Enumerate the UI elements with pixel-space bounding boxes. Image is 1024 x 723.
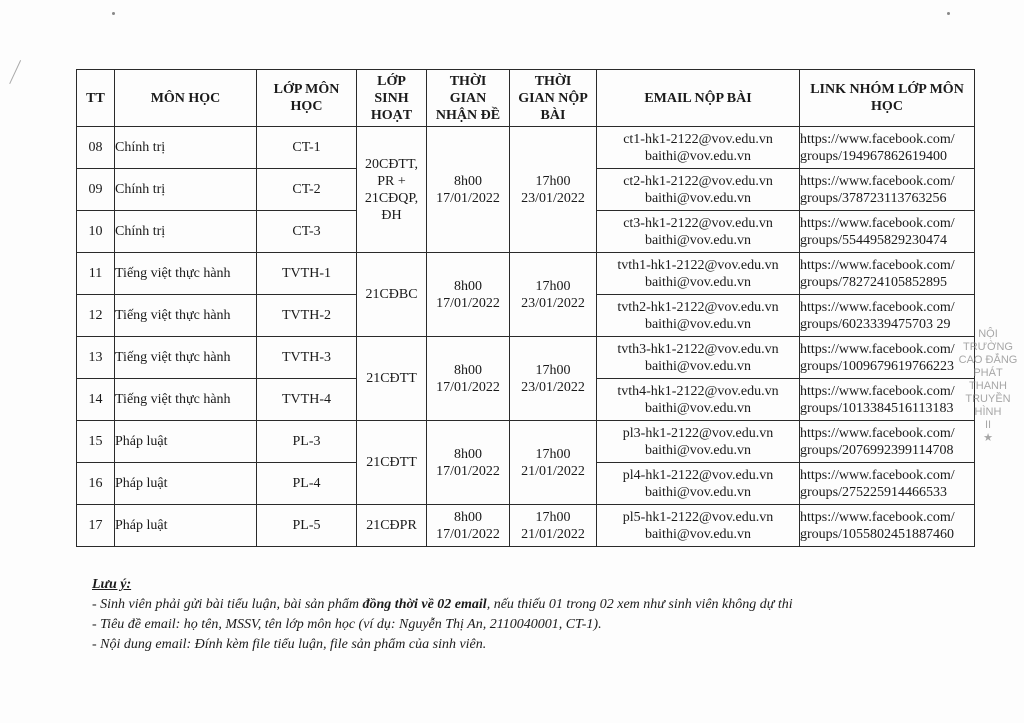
table-row <box>77 253 975 295</box>
header-text: BÀI <box>540 107 566 123</box>
cell-email <box>597 295 800 337</box>
cell-link <box>800 421 975 463</box>
cell-email <box>597 211 800 253</box>
cell-text: 17h00 <box>535 446 571 462</box>
stamp-text: TRUYỀN HÌNH <box>965 393 1011 418</box>
stamp-text: CAO ĐẲNG <box>958 354 1018 366</box>
cell-nop-bai <box>510 127 597 253</box>
cell-text: PR + <box>377 173 406 189</box>
note-emphasis: đồng thời về 02 email <box>362 597 487 612</box>
note-line-2: - Tiêu đề email: họ tên, MSSV, tên lớp môn học (ví dụ: Nguyễn Thị An, 2110040001, CT-1). <box>92 617 602 632</box>
cell-text: 17h00 <box>535 509 571 525</box>
header-tt: TT <box>77 70 115 127</box>
stamp-text: TRƯỜNG <box>963 341 1013 353</box>
cell-link <box>800 295 975 337</box>
cell-tt: 15 <box>77 421 115 463</box>
group-link[interactable]: groups/1009679619766223 <box>800 358 954 374</box>
cell-mon-hoc: Pháp luật <box>115 463 257 505</box>
group-link[interactable]: groups/6023339475703 29 <box>800 316 951 332</box>
cell-nhan-de <box>427 337 510 421</box>
email-link[interactable]: baithi@vov.edu.vn <box>644 484 752 500</box>
email-link[interactable]: baithi@vov.edu.vn <box>644 526 752 542</box>
header-row <box>77 70 975 127</box>
group-link[interactable]: https://www.facebook.com/ <box>800 467 955 483</box>
cell-mon-hoc: Tiếng việt thực hành <box>115 379 257 421</box>
group-link[interactable]: https://www.facebook.com/ <box>800 257 955 273</box>
email-link[interactable]: baithi@vov.edu.vn <box>644 148 752 164</box>
official-stamp <box>958 328 1018 444</box>
cell-text: 17/01/2022 <box>436 379 500 395</box>
table-row <box>77 337 975 379</box>
cell-text: 23/01/2022 <box>521 190 585 206</box>
cell-text: 8h00 <box>454 173 482 189</box>
email-link[interactable]: pl3-hk1-2122@vov.edu.vn <box>622 425 774 441</box>
group-link[interactable]: https://www.facebook.com/ <box>800 341 955 357</box>
group-link[interactable]: https://www.facebook.com/ <box>800 509 955 525</box>
cell-link <box>800 127 975 169</box>
note-line-1 <box>92 595 793 615</box>
cell-tt: 13 <box>77 337 115 379</box>
cell-nhan-de <box>427 421 510 505</box>
header-thoi-gian-nhan-de <box>427 70 510 127</box>
cell-nop-bai <box>510 337 597 421</box>
cell-tt: 10 <box>77 211 115 253</box>
cell-text: 17h00 <box>535 173 571 189</box>
table-row <box>77 127 975 169</box>
cell-email <box>597 337 800 379</box>
cell-tt: 17 <box>77 505 115 547</box>
header-lop-mon-hoc <box>257 70 357 127</box>
cell-lop-mon-hoc: CT-1 <box>257 127 357 169</box>
note-line-3: - Nội dung email: Đính kèm file tiểu luận, file sản phẩm của sinh viên. <box>92 637 487 652</box>
cell-text: 8h00 <box>454 362 482 378</box>
cell-lop-mon-hoc: TVTH-2 <box>257 295 357 337</box>
group-link[interactable]: https://www.facebook.com/ <box>800 215 955 231</box>
cell-link <box>800 463 975 505</box>
group-link[interactable]: groups/782724105852895 <box>800 274 947 290</box>
scan-dot <box>112 12 115 15</box>
cell-nop-bai <box>510 505 597 547</box>
header-lop-sinh-hoat <box>357 70 427 127</box>
cell-text: 8h00 <box>454 509 482 525</box>
header-text: LỚP MÔN <box>273 82 340 97</box>
cell-link <box>800 253 975 295</box>
header-link <box>800 70 975 127</box>
table-row <box>77 421 975 463</box>
group-link[interactable]: https://www.facebook.com/ <box>800 425 955 441</box>
stamp-text: NỘI <box>978 328 998 340</box>
cell-text: 20CĐTT, <box>364 156 418 172</box>
header-thoi-gian-nop-bai <box>510 70 597 127</box>
cell-tt: 16 <box>77 463 115 505</box>
cell-nhan-de <box>427 505 510 547</box>
header-text: LINK NHÓM LỚP MÔN <box>810 82 964 97</box>
header-text: THỜI <box>534 73 572 89</box>
cell-email <box>597 127 800 169</box>
group-link[interactable]: groups/275225914466533 <box>800 484 947 500</box>
cell-email <box>597 463 800 505</box>
cell-link <box>800 337 975 379</box>
cell-mon-hoc: Tiếng việt thực hành <box>115 295 257 337</box>
group-link[interactable]: groups/1013384516113183 <box>800 400 954 416</box>
cell-lop-sinh-hoat: 21CĐBC <box>357 253 427 337</box>
cell-text: 17/01/2022 <box>436 295 500 311</box>
cell-text: 23/01/2022 <box>521 379 585 395</box>
cell-mon-hoc: Pháp luật <box>115 421 257 463</box>
group-link[interactable]: groups/554495829230474 <box>800 232 947 248</box>
cell-tt: 14 <box>77 379 115 421</box>
header-text: SINH <box>374 90 409 106</box>
cell-lop-mon-hoc: TVTH-3 <box>257 337 357 379</box>
header-text: GIAN NỘP <box>518 90 588 106</box>
group-link[interactable]: https://www.facebook.com/ <box>800 383 955 399</box>
header-text: HỌC <box>871 99 903 114</box>
cell-lop-mon-hoc: CT-3 <box>257 211 357 253</box>
cell-text: 21CĐQP, <box>364 190 419 206</box>
cell-link <box>800 505 975 547</box>
cell-text: 17/01/2022 <box>436 526 500 542</box>
email-link[interactable]: ct1-hk1-2122@vov.edu.vn <box>623 131 773 147</box>
cell-mon-hoc: Tiếng việt thực hành <box>115 337 257 379</box>
cell-lop-mon-hoc: CT-2 <box>257 169 357 211</box>
cell-text: 21/01/2022 <box>521 526 585 542</box>
cell-email <box>597 253 800 295</box>
email-link[interactable]: baithi@vov.edu.vn <box>644 316 752 332</box>
email-link[interactable]: baithi@vov.edu.vn <box>644 232 752 248</box>
cell-lop-mon-hoc: PL-4 <box>257 463 357 505</box>
cell-link <box>800 169 975 211</box>
cell-lop-mon-hoc: TVTH-1 <box>257 253 357 295</box>
cell-link <box>800 211 975 253</box>
email-link[interactable]: baithi@vov.edu.vn <box>644 442 752 458</box>
group-link[interactable]: https://www.facebook.com/ <box>800 173 955 189</box>
cell-lop-sinh-hoat <box>357 127 427 253</box>
cell-nhan-de <box>427 253 510 337</box>
stamp-text: PHÁT THANH <box>969 367 1007 392</box>
stamp-text: II <box>984 419 992 431</box>
email-link[interactable]: tvth3-hk1-2122@vov.edu.vn <box>617 341 779 357</box>
cell-nhan-de <box>427 127 510 253</box>
stamp-star-icon: ★ <box>983 432 993 444</box>
cell-text: 23/01/2022 <box>521 295 585 311</box>
cell-tt: 08 <box>77 127 115 169</box>
cell-tt: 09 <box>77 169 115 211</box>
cell-lop-mon-hoc: PL-3 <box>257 421 357 463</box>
table-row <box>77 505 975 547</box>
cell-nop-bai <box>510 421 597 505</box>
cell-lop-sinh-hoat: 21CĐTT <box>357 421 427 505</box>
header-text: GIAN <box>449 90 487 106</box>
email-link[interactable]: ct2-hk1-2122@vov.edu.vn <box>623 173 773 189</box>
header-text: THỜI <box>449 73 487 89</box>
cell-text: ĐH <box>381 207 402 223</box>
cell-email <box>597 169 800 211</box>
cell-mon-hoc: Chính trị <box>115 127 257 169</box>
cell-text: 8h00 <box>454 446 482 462</box>
cell-nop-bai <box>510 253 597 337</box>
email-link[interactable]: pl5-hk1-2122@vov.edu.vn <box>622 509 774 525</box>
group-link[interactable]: groups/1055802451887460 <box>800 526 954 542</box>
group-link[interactable]: https://www.facebook.com/ <box>800 131 955 147</box>
cell-lop-mon-hoc: TVTH-4 <box>257 379 357 421</box>
group-link[interactable]: groups/378723113763256 <box>800 190 947 206</box>
notes-section <box>92 575 793 655</box>
group-link[interactable]: https://www.facebook.com/ <box>800 299 955 315</box>
cell-mon-hoc: Tiếng việt thực hành <box>115 253 257 295</box>
header-text: HOẠT <box>370 107 413 123</box>
email-link[interactable]: ct3-hk1-2122@vov.edu.vn <box>623 215 773 231</box>
cell-lop-mon-hoc: PL-5 <box>257 505 357 547</box>
scan-mark <box>9 60 34 90</box>
cell-text: 8h00 <box>454 278 482 294</box>
schedule-table <box>76 69 975 547</box>
cell-mon-hoc: Chính trị <box>115 211 257 253</box>
email-link[interactable]: baithi@vov.edu.vn <box>644 190 752 206</box>
email-link[interactable]: tvth4-hk1-2122@vov.edu.vn <box>617 383 779 399</box>
email-link[interactable]: tvth1-hk1-2122@vov.edu.vn <box>617 257 779 273</box>
group-link[interactable]: groups/194967862619400 <box>800 148 947 164</box>
cell-tt: 11 <box>77 253 115 295</box>
cell-text: 17h00 <box>535 278 571 294</box>
scan-dot <box>947 12 950 15</box>
email-link[interactable]: tvth2-hk1-2122@vov.edu.vn <box>617 299 779 315</box>
email-link[interactable]: baithi@vov.edu.vn <box>644 400 752 416</box>
cell-email <box>597 379 800 421</box>
cell-text: 17h00 <box>535 362 571 378</box>
header-text: HỌC <box>290 99 323 114</box>
header-text: LỚP <box>377 73 406 89</box>
cell-lop-sinh-hoat: 21CĐPR <box>357 505 427 547</box>
note-text: , nếu thiếu 01 trong 02 xem như sinh viên không dự thi <box>486 597 793 612</box>
cell-email <box>597 421 800 463</box>
cell-mon-hoc: Pháp luật <box>115 505 257 547</box>
cell-text: 17/01/2022 <box>436 463 500 479</box>
header-email: EMAIL NỘP BÀI <box>597 70 800 127</box>
cell-text: 21/01/2022 <box>521 463 585 479</box>
cell-tt: 12 <box>77 295 115 337</box>
header-text: NHẬN ĐỀ <box>435 107 501 123</box>
email-link[interactable]: baithi@vov.edu.vn <box>644 274 752 290</box>
cell-mon-hoc: Chính trị <box>115 169 257 211</box>
email-link[interactable]: pl4-hk1-2122@vov.edu.vn <box>622 467 774 483</box>
email-link[interactable]: baithi@vov.edu.vn <box>644 358 752 374</box>
group-link[interactable]: groups/2076992399114708 <box>800 442 954 458</box>
cell-link <box>800 379 975 421</box>
cell-lop-sinh-hoat: 21CĐTT <box>357 337 427 421</box>
note-text: - Sinh viên phải gửi bài tiểu luận, bài sản phẩm <box>92 597 363 612</box>
notes-title: Lưu ý: <box>92 577 132 592</box>
cell-text: 17/01/2022 <box>436 190 500 206</box>
cell-email <box>597 505 800 547</box>
header-mon-hoc: MÔN HỌC <box>115 70 257 127</box>
